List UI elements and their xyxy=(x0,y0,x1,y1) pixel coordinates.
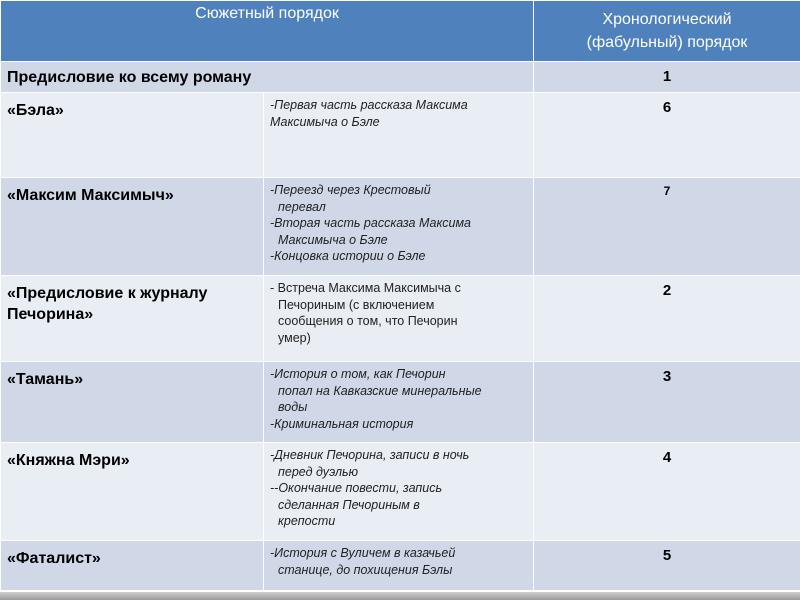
description-line: Максимыча о Бэле xyxy=(278,232,388,247)
description-cell xyxy=(264,178,534,276)
description-line: -Криминальная история xyxy=(270,416,414,431)
description-cell xyxy=(264,362,534,443)
description-line: Максимыча о Бэле xyxy=(270,114,380,129)
story-cell: «Максим Максимыч» xyxy=(1,178,264,276)
description-line: -История с Вуличем в казачьей xyxy=(270,546,456,560)
table-row xyxy=(1,178,800,276)
description-line: крепости xyxy=(278,514,336,528)
table-row xyxy=(1,362,800,443)
description-cell xyxy=(264,93,534,178)
slide-bottom-edge xyxy=(0,592,800,600)
description-line: воды xyxy=(278,400,308,414)
table-row xyxy=(1,93,800,178)
order-cell: 1 xyxy=(534,62,800,93)
description-line: -Первая часть рассказа Максима xyxy=(270,98,468,112)
story-cell: Предисловие ко всему роману xyxy=(1,62,534,93)
description-cell xyxy=(264,443,534,541)
story-cell xyxy=(1,276,264,362)
description-line: --Окончание повести, запись xyxy=(270,481,443,495)
order-cell: 2 xyxy=(534,276,800,362)
table-row xyxy=(1,443,800,541)
description-line: Печориным (с включением xyxy=(278,297,435,312)
table-row xyxy=(1,276,800,362)
story-cell: «Бэла» xyxy=(1,93,264,178)
description-line: - Встреча Максима Максимыча с xyxy=(270,281,461,295)
description-cell xyxy=(264,541,534,591)
header-story-order: Сюжетный порядок xyxy=(1,1,534,62)
description-line: сделанная Печориным в xyxy=(278,497,420,512)
story-cell: «Княжна Мэри» xyxy=(1,443,264,541)
table-header-row xyxy=(1,1,800,62)
story-cell: «Тамань» xyxy=(1,362,264,443)
order-cell: 5 xyxy=(534,541,800,591)
description-line: -Вторая часть рассказа Максима xyxy=(270,216,471,230)
description-line: -Концовка истории о Бэле xyxy=(270,249,426,263)
description-line: попал на Кавказские минеральные xyxy=(278,383,482,398)
table-row xyxy=(1,541,800,591)
description-line: -Переезд через Крестовый xyxy=(270,183,431,197)
description-line: -Дневник Печорина, записи в ночь xyxy=(270,448,470,462)
description-line: -История о том, как Печорин xyxy=(270,367,446,381)
table-row xyxy=(1,62,800,93)
description-line: умер) xyxy=(278,330,311,345)
header-chrono-order xyxy=(534,1,800,62)
order-cell: 3 xyxy=(534,362,800,443)
order-cell: 6 xyxy=(534,93,800,178)
description-cell xyxy=(264,276,534,362)
description-line: перевал xyxy=(278,199,326,214)
order-cell: 4 xyxy=(534,443,800,541)
order-cell: 7 xyxy=(534,178,800,276)
story-line: «Предисловие к журналу xyxy=(7,285,208,302)
header-chrono-line1: Хронологический xyxy=(602,11,732,28)
description-line: станице, до похищения Бэлы xyxy=(278,562,453,577)
header-chrono-line2: (фабульный) порядок xyxy=(586,34,748,51)
description-line: сообщения о том, что Печорин xyxy=(278,314,458,328)
story-cell: «Фаталист» xyxy=(1,541,264,591)
description-line: перед дуэлью xyxy=(278,464,359,479)
story-line: Печорина» xyxy=(7,306,94,323)
